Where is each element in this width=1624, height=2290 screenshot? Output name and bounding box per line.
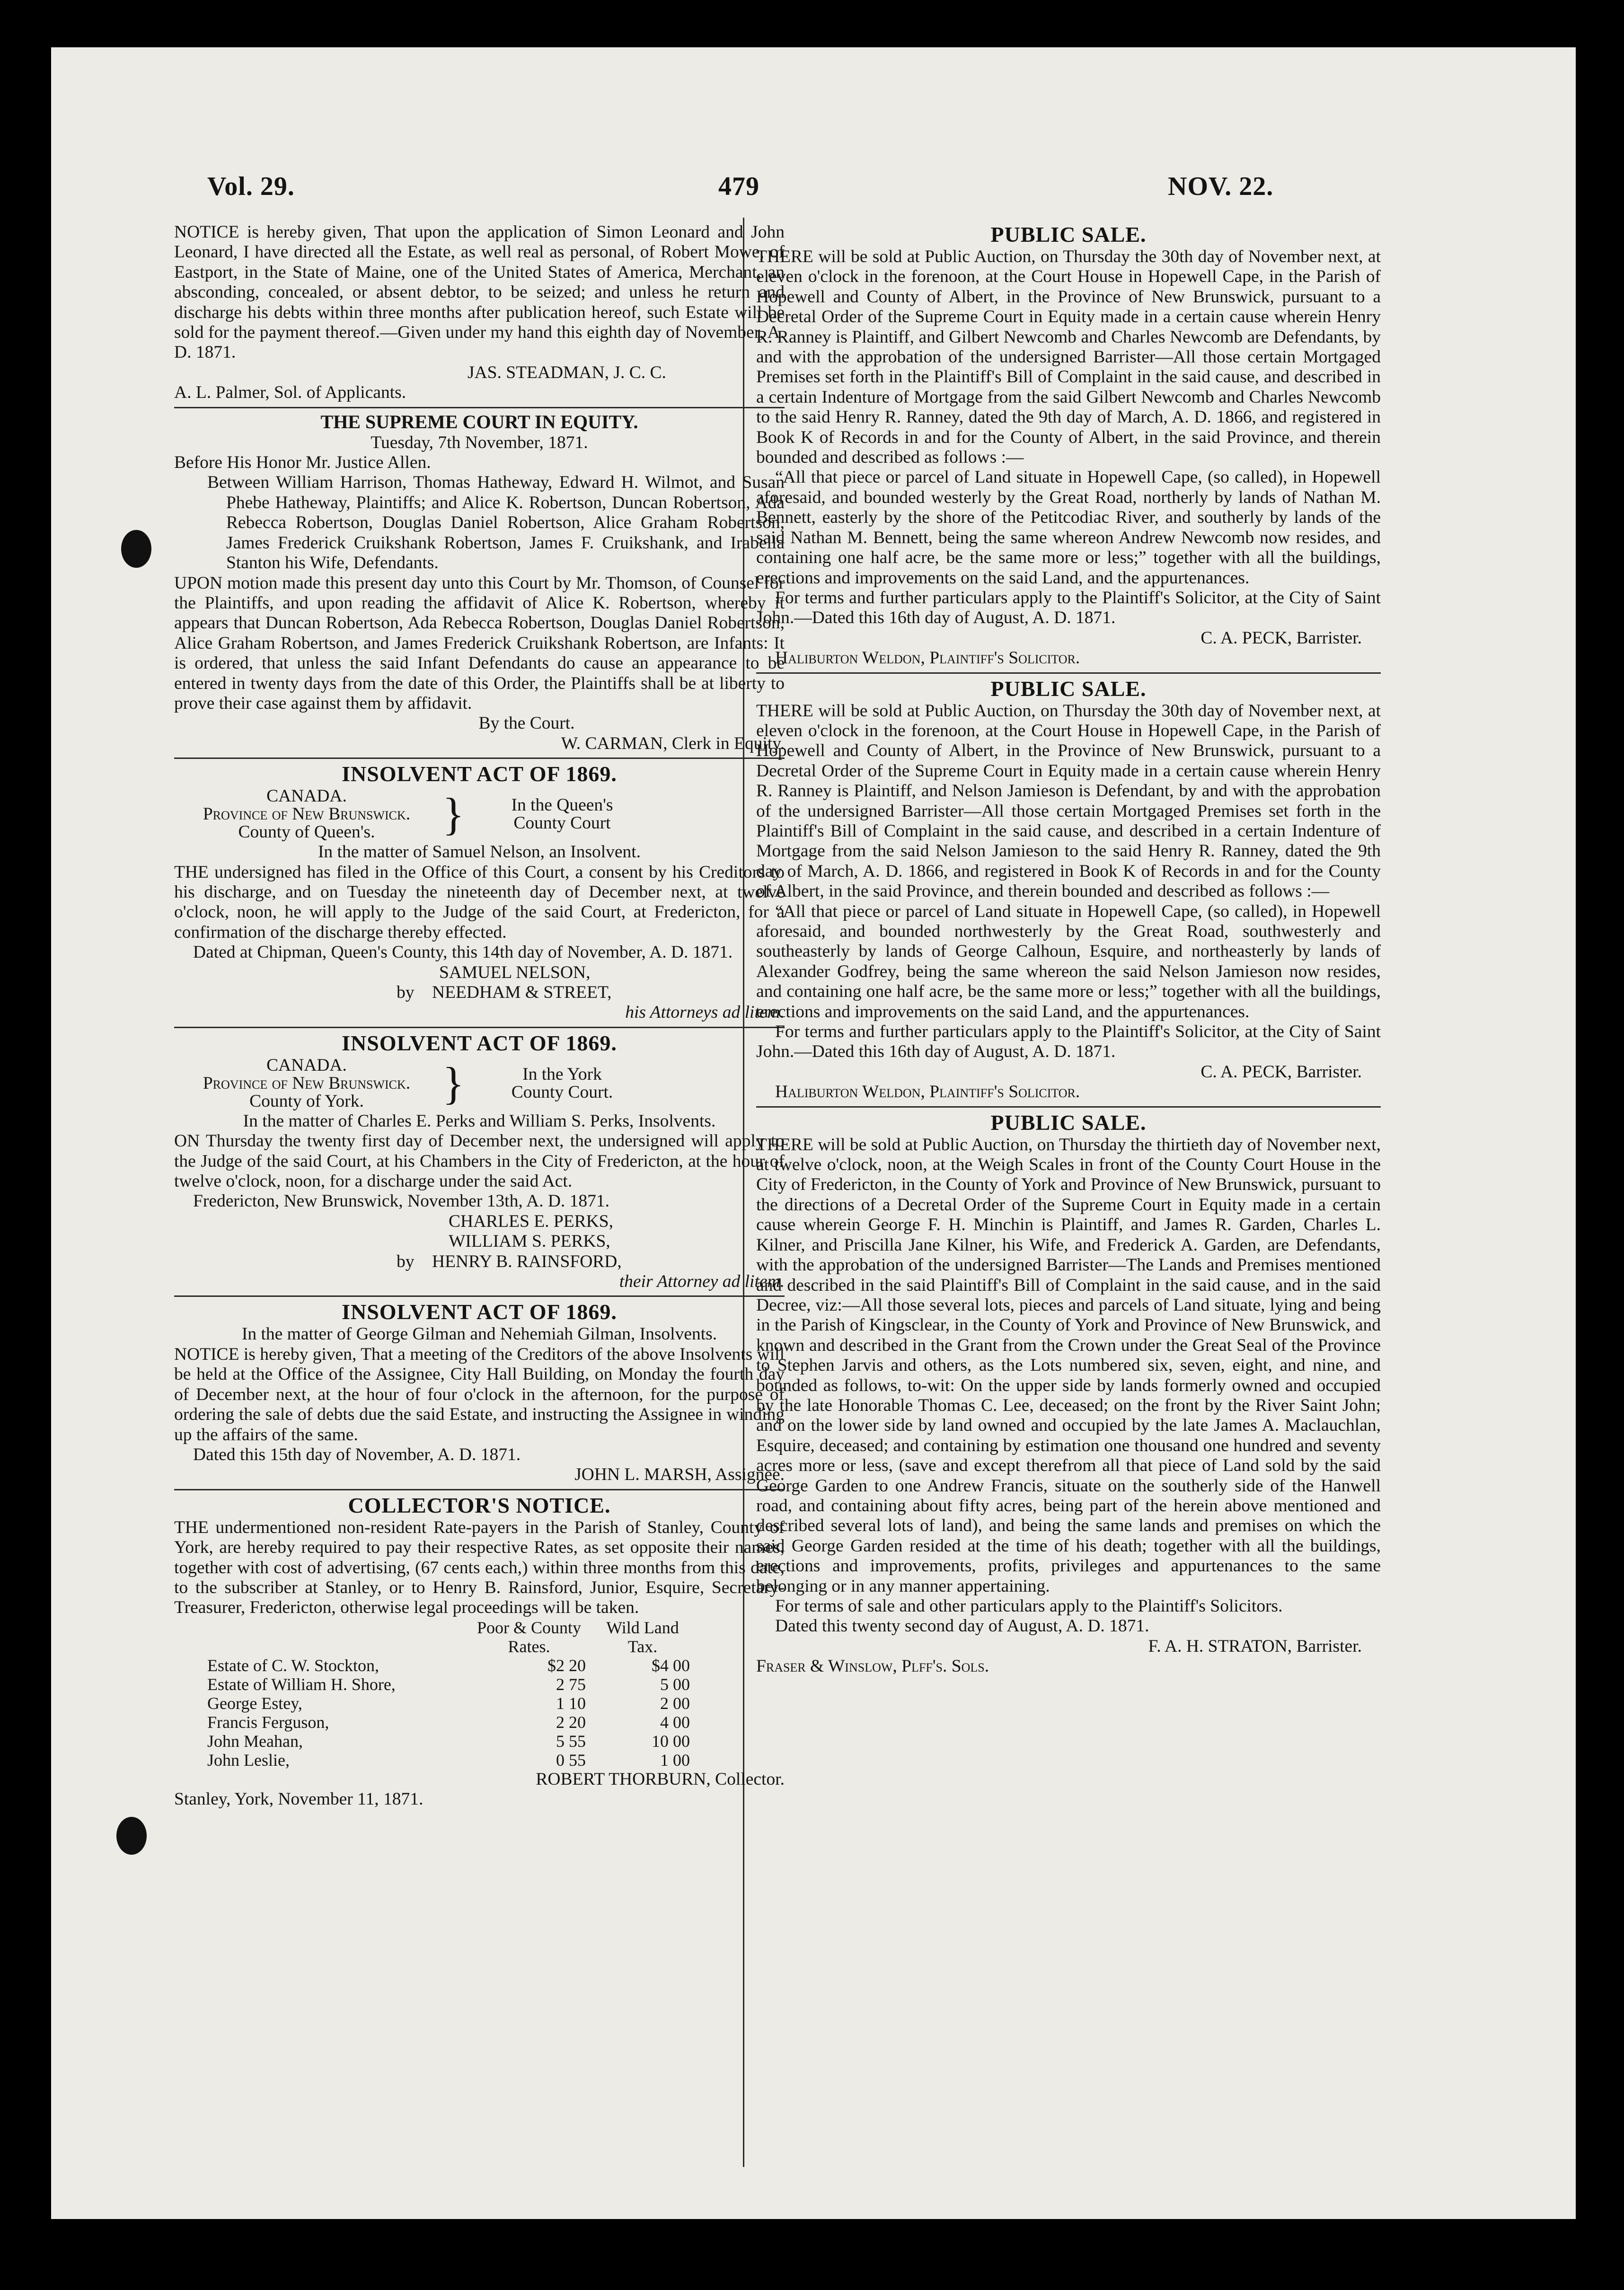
notice-matter: In the matter of Charles E. Perks and William S. Perks, Insolvents.: [243, 1111, 716, 1131]
notice-clerk: W. CARMAN, Clerk in Equity.: [561, 733, 785, 753]
tax-value: $4 00: [652, 1656, 690, 1675]
notice-dated: Dated at Chipman, Queen's County, this 14th day of November, A. D. 1871.: [193, 942, 733, 962]
public-sale-minchin: [756, 1110, 1381, 1677]
signature-attorneys: NEEDHAM & STREET,: [432, 983, 612, 1002]
column-header: Tax.: [627, 1637, 658, 1656]
ratepayer-name: George Estey,: [207, 1693, 302, 1713]
signature-attorney: HENRY B. RAINSFORD,: [432, 1251, 622, 1271]
brace: }: [442, 789, 465, 840]
table-row: [203, 1656, 695, 1675]
notice-insolvent-gilman: [174, 1300, 785, 1485]
notice-title: PUBLIC SALE.: [990, 1110, 1147, 1135]
notice-insolvent-perks: [174, 1031, 785, 1292]
page-number: 479: [718, 172, 759, 201]
rate-value: 5 55: [556, 1731, 586, 1751]
table-row: [203, 1713, 695, 1732]
table-row: [203, 1694, 695, 1713]
notice-solicitor: Haliburton Weldon, Plaintiff's Solicitor.: [775, 1082, 1080, 1102]
rate-value: 1 10: [556, 1693, 586, 1713]
notice-leonard: [174, 222, 785, 403]
notice-quote: “All that piece or parcel of Land situate in Hopewell Cape, (so called), in Hopewell aforesaid, and bounded westerly by the Great Road, northerly by lands of Nathan M. Bennett, easterly by the shore of the Petitcodiac River, and southerly by lands of the said Nathan M. Bennett, being the same whereon Andrew Newcomb now resides, and containing one half acre, be the same more or less;” together with all the buildings, erections and improvements on the said Land, and the appurtenances.: [756, 467, 1381, 588]
section-rule: [174, 1489, 785, 1490]
column-header: Wild Land: [606, 1618, 679, 1637]
notice-solicitor: Haliburton Weldon, Plaintiff's Solicitor.: [775, 648, 1080, 668]
notice-body: NOTICE is hereby given, That upon the application of Simon Leonard and John Leonard, I have directed all the Estate, as well real as personal, of Robert Mowe, of Eastport, in the State of Maine, one of the United States of America, Merchant, an absconding, concealed, or absent debtor, to be seized; and unless he return and discharge his debts within three months after publication hereof, such Estate will be sold for the payment thereof.—Given under my hand this eighth day of November, A. D. 1871.: [174, 222, 785, 362]
jurisdiction-box: [174, 1057, 785, 1110]
notice-by-court: By the Court.: [478, 713, 575, 733]
notice-terms: For terms of sale and other particulars apply to the Plaintiff's Solicitors.: [775, 1596, 1283, 1616]
public-sale-jamieson: [756, 677, 1381, 1102]
newspaper-page: [51, 47, 1576, 2219]
notice-title: THE SUPREME COURT IN EQUITY.: [320, 411, 638, 432]
notice-body: THE undersigned has filed in the Office of this Court, a consent by his Creditors to his discharge, and on Tuesday the nineteenth day of December next, at twelve o'clock, noon, he will apply to the Judge of the said Court, at Fredericton, for a confirmation of the discharge thereby effected.: [174, 862, 785, 942]
notice-body: THERE will be sold at Public Auction, on Thursday the 30th day of November next, at eleven o'clock in the forenoon, at the Court House in Hopewell Cape, in the Parish of Hopewell and County of Albert, in the Province of New Brunswick, pursuant to a Decretal Order of the Supreme Court in Equity made in a certain cause wherein Henry R. Ranney is Plaintiff, and Gilbert Newcomb and Charles Newcomb are Defendants, by and with the approbation of the undersigned Barrister—All those certain Mortgaged Premises set forth in the Plaintiff's Bill of Complaint in the said cause, and described in a certain Indenture of Mortgage from the said Gilbert Newcomb and Charles Newcomb to the said Henry R. Ranney, dated the 9th day of March, A. D. 1866, and registered in Book K of Records in and for the County of Albert, in the said Province, and therein bounded and described as follows :—: [756, 247, 1381, 467]
signature-name: CHARLES E. PERKS,: [449, 1211, 613, 1231]
volume-number: Vol. 29.: [207, 172, 295, 201]
section-rule: [174, 407, 785, 408]
tax-value: 10 00: [652, 1731, 690, 1751]
rate-value: 2 20: [556, 1712, 586, 1732]
ratepayer-name: John Leslie,: [207, 1750, 290, 1770]
table-row: [203, 1751, 695, 1770]
signature-name: SAMUEL NELSON,: [439, 962, 591, 982]
province: Province of New Brunswick.: [203, 1073, 411, 1093]
notice-body: THE undermentioned non-resident Rate-payers in the Parish of Stanley, County of York, are hereby required to pay their respective Rates, as set opposite their names, together with cost of advertising, (67 cents each,) within three months from this date, to the subscriber at Stanley, or to Henry B. Rainsford, Junior, Esquire, Secretary-Treasurer, Fredericton, otherwise legal proceedings will be taken.: [174, 1517, 785, 1618]
notice-signature: ROBERT THORBURN, Collector.: [536, 1769, 785, 1789]
signature-role: his Attorneys ad litem.: [625, 1003, 785, 1022]
rates-table: [203, 1618, 695, 1770]
province: Province of New Brunswick.: [203, 804, 411, 824]
table-header: [203, 1618, 695, 1656]
jurisdiction-box: [174, 787, 785, 841]
ratepayer-name: Estate of C. W. Stockton,: [207, 1656, 379, 1675]
notice-parties: Between William Harrison, Thomas Hatheway, Edward H. Wilmot, and Susan Phebe Hatheway, Plaintiffs; and Alice K. Robertson, Duncan Robertson, Ada Rebecca Robertson, Douglas Daniel Robertson, Alice Graham Robertson, James Frederick Cruikshank Robertson, James F. Cruikshank, and Irabella Stanton his Wife, Defendants.: [207, 473, 785, 573]
notice-signature: JAS. STEADMAN, J. C. C.: [468, 362, 666, 382]
section-rule: [174, 757, 785, 759]
section-rule: [756, 672, 1381, 674]
country: CANADA.: [266, 786, 347, 806]
binding-hole: [116, 1817, 147, 1855]
notice-signature: C. A. PECK, Barrister.: [1200, 1062, 1362, 1082]
notice-title: PUBLIC SALE.: [990, 676, 1147, 701]
notice-title: INSOLVENT ACT OF 1869.: [342, 762, 617, 786]
signature-by: by: [397, 983, 415, 1002]
ratepayer-name: John Meahan,: [207, 1731, 303, 1751]
tax-value: 5 00: [660, 1674, 690, 1694]
signature-by: by: [397, 1251, 415, 1271]
notice-signature: F. A. H. STRATON, Barrister.: [1148, 1636, 1362, 1656]
rate-value: 2 75: [556, 1674, 586, 1694]
table-row: [203, 1732, 695, 1751]
notice-body: NOTICE is hereby given, That a meeting of the Creditors of the above Insolvents will be held at the Office of the Assignee, City Hall Building, on Monday the fourth day of December next, at the hour of four o'clock in the afternoon, for the purpose of ordering the sale of debts due the said Estate, and instructing the Assignee in winding up the affairs of the same.: [174, 1344, 785, 1444]
notice-equity: [174, 411, 785, 754]
county: County of York.: [249, 1091, 364, 1111]
notice-matter: In the matter of Samuel Nelson, an Insolvent.: [318, 842, 641, 862]
notice-title: INSOLVENT ACT OF 1869.: [342, 1030, 617, 1055]
tax-value: 4 00: [660, 1712, 690, 1732]
section-rule: [174, 1295, 785, 1297]
binding-hole: [121, 530, 151, 568]
notice-signature: JOHN L. MARSH, Assignee.: [574, 1465, 785, 1485]
court-line-1: In the York: [522, 1064, 602, 1084]
court-line-2: County Court: [513, 813, 611, 833]
section-rule: [756, 1106, 1381, 1108]
notice-date: Tuesday, 7th November, 1871.: [371, 432, 588, 452]
notice-matter: In the matter of George Gilman and Nehemiah Gilman, Insolvents.: [241, 1324, 717, 1344]
notice-solicitor: Fraser & Winslow, Plff's. Sols.: [756, 1656, 989, 1676]
notice-body: THERE will be sold at Public Auction, on Thursday the 30th day of November next, at eleven o'clock in the forenoon, at the Court House in Hopewell Cape, in the Parish of Hopewell and County of Albert, in the Province of New Brunswick, pursuant to a Decretal Order of the Supreme Court in Equity made in a certain cause wherein Henry R. Ranney is Plaintiff, and Nelson Jamieson is Defendant, by and with the approbation of the undersigned Barrister—All those certain Mortgaged Premises set forth in the Plaintiff's Bill of Complaint in the said cause, and described in a certain Indenture of Mortgage from the said Nelson Jamieson to the said Henry R. Ranney, dated the 9th day of March, A. D. 1866, and registered in Book K of Records in and for the County of Albert, in the said Province, and therein bounded and described as follows :—: [756, 701, 1381, 901]
notice-insolvent-nelson: [174, 762, 785, 1023]
notice-terms: For terms and further particulars apply to the Plaintiff's Solicitor, at the City of Saint John.—Dated this 16th day of August, A. D. 1871.: [756, 1022, 1381, 1062]
notice-body: THERE will be sold at Public Auction, on Thursday the thirtieth day of November next, at twelve o'clock, noon, at the Weigh Scales in front of the County Court House in the City of Fredericton, in the County of York and Province of New Brunswick, pursuant to the directions of a Decretal Order of the Supreme Court in Equity made in a certain cause wherein George F. H. Minchin is Plaintiff, and James R. Garden, Charles L. Kilner, and Priscilla Jane Kilner, his Wife, and Frederick A. Garden, are Defendants, with the approbation of the undersigned Barrister—The Lands and Premises mentioned and described in the said Plaintiff's Bill of Complaint in the said cause, and in the said Decree, viz:—All those several lots, pieces and parcels of Land situate, lying and being in the Parish of Kingsclear, in the County of York and Province of New Brunswick, and known and described in the Grant from the Crown under the Great Seal of the Province to Stephen Jarvis and others, as the Lots numbered six, seven, eight, and nine, and bounded as follows, to-wit: On the upper side by lands formerly owned and occupied by the late Honorable Thomas C. Lee, deceased; on the front by the River Saint John; and on the lower side by land owned and occupied by the late James A. Maclauchlan, Esquire, deceased; and containing by estimation one thousand one hundred and seventy acres more or less, (save and except therefrom all that piece of Land sold by the said George Garden to one Andrew Francis, situate on the southerly side of the Hanwell road, and containing about fifty acres, being part of the herein above mentioned and described several lots of land), and being the same lands and premises on which the said George Garden resided at the time of his death; together with all the buildings, erections and improvements, profits, privileges and appurtenances to the same belonging or in any manner appertaining.: [756, 1135, 1381, 1596]
notice-terms: For terms and further particulars apply to the Plaintiff's Solicitor, at the City of Saint John.—Dated this 16th day of August, A. D. 1871.: [756, 588, 1381, 628]
county: County of Queen's.: [238, 822, 375, 842]
table-row: [203, 1675, 695, 1694]
issue-date: NOV. 22.: [1168, 172, 1274, 201]
court-line-2: County Court.: [511, 1082, 613, 1102]
court-line-1: In the Queen's: [511, 795, 613, 815]
notice-quote: “All that piece or parcel of Land situate in Hopewell Cape, (so called), in Hopewell aforesaid, and bounded northwesterly by the Great Road, southwesterly and southeasterly by lands of George Calhoun, Esquire, and northeasterly by lands of Alexander Godfrey, being the same whereon the said Nelson Jamieson now resides, and containing one half acre, be the same more or less;” together with all the buildings, erections and improvements on the said Land, and the appurtenances.: [756, 901, 1381, 1022]
section-rule: [174, 1027, 785, 1028]
ratepayer-name: Francis Ferguson,: [207, 1712, 329, 1732]
notice-body: ON Thursday the twenty first day of December next, the undersigned will apply to the Judge of the said Court, at his Chambers in the City of Fredericton, at the hour of twelve o'clock, noon, for a discharge under the said Act.: [174, 1131, 785, 1191]
left-column: [174, 222, 785, 1810]
signature-role: their Attorney ad litem.: [619, 1272, 785, 1292]
notice-dated: Dated this 15th day of November, A. D. 1871.: [193, 1444, 521, 1464]
notice-collector: [174, 1493, 785, 1810]
notice-dated: Stanley, York, November 11, 1871.: [174, 1789, 424, 1809]
notice-signature: C. A. PECK, Barrister.: [1200, 628, 1362, 648]
notice-title: INSOLVENT ACT OF 1869.: [342, 1300, 617, 1324]
column-header: Rates.: [508, 1637, 550, 1656]
signature-name: WILLIAM S. PERKS,: [449, 1232, 610, 1251]
ratepayer-name: Estate of William H. Shore,: [207, 1674, 396, 1694]
notice-title: COLLECTOR'S NOTICE.: [348, 1493, 611, 1517]
tax-value: 2 00: [660, 1693, 690, 1713]
tax-value: 1 00: [660, 1750, 690, 1770]
rate-value: 0 55: [556, 1750, 586, 1770]
notice-solicitor: A. L. Palmer, Sol. of Applicants.: [174, 383, 406, 403]
notice-dated: Dated this twenty second day of August, A. D. 1871.: [775, 1616, 1149, 1636]
notice-title: PUBLIC SALE.: [990, 222, 1147, 247]
notice-judge: Before His Honor Mr. Justice Allen.: [174, 453, 431, 473]
notice-dated: Fredericton, New Brunswick, November 13th, A. D. 1871.: [193, 1191, 610, 1211]
brace: }: [442, 1057, 465, 1109]
column-header: Poor & County: [477, 1618, 582, 1637]
right-column: [756, 222, 1381, 1677]
notice-body: UPON motion made this present day unto this Court by Mr. Thomson, of Counsel for the Plaintiffs, and upon reading the affidavit of Alice K. Robertson, whereby it appears that Duncan Robertson, Ada Rebecca Robertson, Douglas Daniel Robertson, Alice Graham Robertson, and James Frederick Cruikshank Robertson, are Infants: It is ordered, that unless the said Infant Defendants do cause an appearance to be entered in twenty days from the date of this Order, the Plaintiffs shall be at liberty to prove their case against them by affidavit.: [174, 573, 785, 713]
rate-value: $2 20: [547, 1656, 586, 1675]
public-sale-newcomb: [756, 222, 1381, 669]
country: CANADA.: [266, 1055, 347, 1075]
